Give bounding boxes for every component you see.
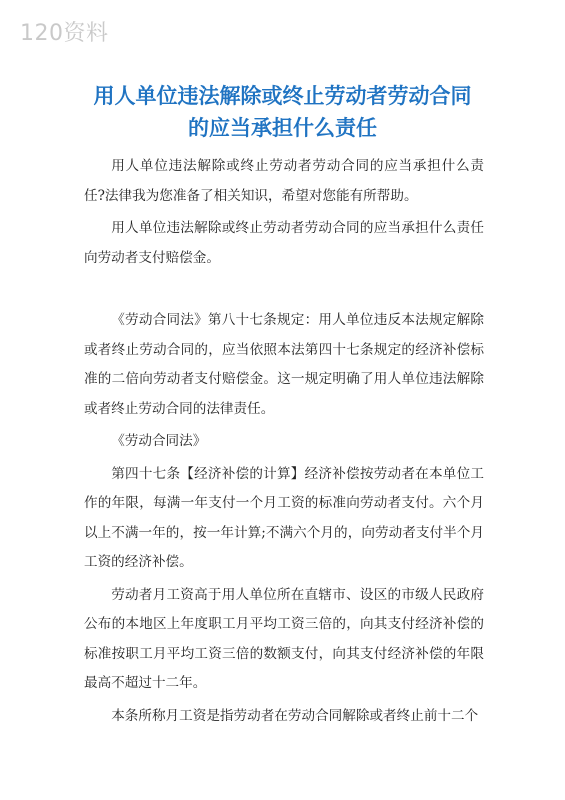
- title-line-2: 的应当承担什么责任: [188, 116, 377, 140]
- paragraph-answer: 用人单位违法解除或终止劳动者劳动合同的应当承担什么责任向劳动者支付赔偿金。: [84, 220, 484, 266]
- paragraph-monthly-wage-definition: 本条所称月工资是指劳动者在劳动合同解除或者终止前十二个: [111, 707, 479, 724]
- watermark-logo: 120资料: [20, 21, 109, 46]
- document-body: [84, 152, 484, 734]
- title-line-1: 用人单位违法解除或终止劳动者劳动合同: [93, 84, 472, 108]
- paragraph-article-87: 《劳动合同法》第八十七条规定：用人单位违反本法规定解除或者终止劳动合同的，应当依照本法第四十七条规定的经济补偿标准的二倍向劳动者支付赔偿金。这一规定明确了用人单位违法解除或者终止劳动合同的法律责任。: [84, 312, 484, 417]
- paragraph-article-47: 第四十七条【经济补偿的计算】经济补偿按劳动者在本单位工作的年限，每满一年支付一个月工资的标准向劳动者支付。六个月以上不满一年的，按一年计算;不满六个月的，向劳动者支付半个月工资的经济补偿。: [84, 465, 484, 570]
- document-title: [70, 80, 495, 144]
- paragraph-law-name: 《劳动合同法》: [111, 433, 207, 449]
- paragraph-salary-cap: 劳动者月工资高于用人单位所在直辖市、设区的市级人民政府公布的本地区上年度职工月平均工资三倍的，向其支付经济补偿的标准按职工月平均工资三倍的数额支付，向其支付经济补偿的年限最高不超过十二年。: [84, 586, 484, 691]
- paragraph-intro: 用人单位违法解除或终止劳动者劳动合同的应当承担什么责任?法律我为您准备了相关知识，希望对您能有所帮助。: [84, 158, 484, 204]
